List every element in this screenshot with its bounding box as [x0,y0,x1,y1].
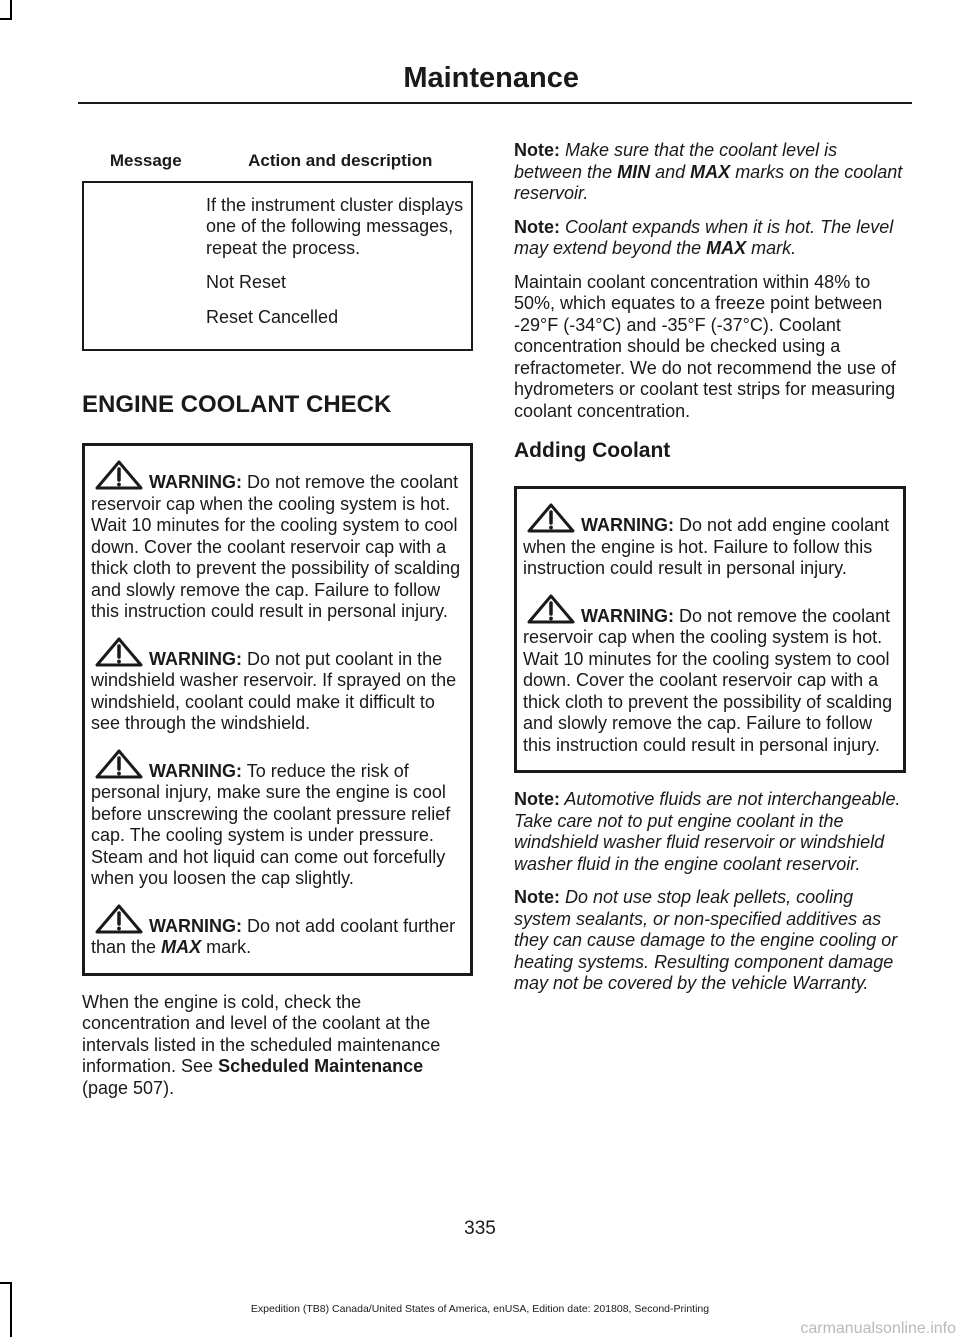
warning-triangle-icon [527,594,575,624]
warning-text: To reduce the risk of personal injury, make sure the engine is cool before unscrewing the coolant pressure relief cap. The cooling system is under pressure. Steam and hot liquid can come out forcefully when you loosen the cap slightly. [91,760,451,888]
note-label: Note: [514,216,560,237]
page-title: Maintenance [403,62,579,94]
body-text: When the engine is cold, check the concentration and level of the coolant at the intervals listed in the scheduled maintenance information. See [82,991,441,1076]
note-text: marks on the coolant reservoir. [514,161,903,203]
table-cell-paragraph: Reset Cancelled [206,306,339,327]
warning-triangle-icon [527,503,575,533]
table-header-message: Message [83,140,209,182]
left-column [82,140,473,1111]
warning-item [91,904,464,959]
footer-edition: Expedition (TB8) Canada/United States of America, enUSA, Edition date: 201808, Second-Printing [250,1303,710,1315]
note-fluids [514,789,906,875]
min-mark: MIN [617,161,651,182]
section-heading-coolant-check: ENGINE COOLANT CHECK [82,391,392,418]
warning-item [523,503,897,580]
warning-text: Do not remove the coolant reservoir cap when the cooling system is hot. Wait 10 minutes for the cooling system to cool down. Cover the coolant reservoir cap with a thick cloth to prevent the possibility of scalding and slowly remove the cap. Failure to follow this instruction could result in personal injury. [91,472,461,621]
table-cell-action [83,182,472,351]
right-column [514,140,906,1007]
note-label: Note: [514,887,560,907]
note-text: Do not use stop leak pellets, cooling system sealants, or non-specified additives as they can cause damage to the engine cooling or heating systems. Resulting component damage may not be covered by the vehicle Warranty. [514,887,898,993]
note-text: Make sure that the coolant level is between the [514,140,838,182]
max-mark: MAX [706,238,747,258]
note-text: mark. [751,238,797,258]
note-coolant-level [514,140,906,205]
warning-label: WARNING: [581,515,674,535]
warning-item [523,594,897,757]
scheduled-maintenance-link[interactable]: Scheduled Maintenance [218,1056,424,1076]
warning-text: Do not remove the coolant reservoir cap when the cooling system is hot. Wait 10 minutes for the cooling system to cool down. Cover the coolant reservoir cap with a thick cloth to prevent the possibility of scalding and slowly remove the cap. Failure to follow this instruction could result in personal injury. [523,605,893,755]
warning-box [82,443,473,976]
table-cell-paragraph: If the instrument cluster displays one of the following messages, repeat the process. [206,194,464,258]
note-label: Note: [514,140,560,160]
warning-triangle-icon [95,460,143,490]
concentration-paragraph: Maintain coolant concentration within 48% to 50%, which equates to a freeze point between -29°F (-34°C) and -35°F (-37°C). Coolant concentration should be checked using a refractometer. We do not recommend the use of hydrometers or coolant test strips for measuring coolant concentration. [514,271,896,421]
warning-item [91,749,464,890]
table-row [83,182,472,351]
note-text: Coolant expands when it is hot. The level may extend beyond the [514,216,894,258]
table-cell-paragraph: Not Reset [206,272,287,292]
warning-label: WARNING: [149,760,242,781]
warning-label: WARNING: [581,605,674,626]
table-header-action: Action and description [209,140,473,182]
page-reference: (page 507). [82,1077,175,1098]
message-table [82,140,473,351]
max-mark: MAX [690,161,731,182]
crop-mark [10,0,12,20]
warning-text: Do not add coolant further than the [91,915,456,957]
warning-text: Do not put coolant in the windshield washer reservoir. If sprayed on the windshield, coolant could make it difficult to see through the windshield. [91,648,457,733]
note-text: Automotive fluids are not interchangeable. Take care not to put engine coolant in the windshield washer fluid reservoir or windshield washer fluid in the engine coolant reservoir. [514,789,901,874]
body-paragraph [82,992,473,1100]
warning-triangle-icon [95,904,143,934]
note-coolant-expands [514,217,906,260]
warning-text: mark. [206,937,252,957]
table-header-row [83,140,472,182]
note-text: and [655,161,686,182]
warning-label: WARNING: [149,915,242,936]
warning-box [514,486,906,773]
warning-item [91,460,464,623]
warning-triangle-icon [95,749,143,779]
page-number: 335 [464,1218,496,1239]
warning-triangle-icon [95,637,143,667]
section-heading-adding-coolant: Adding Coolant [514,439,671,462]
warning-label: WARNING: [149,648,242,669]
note-label: Note: [514,789,560,809]
warning-item [91,637,464,735]
note-stop-leak [514,887,906,995]
crop-mark [0,1282,12,1284]
warning-text: Do not add engine coolant when the engine is hot. Failure to follow this instruction could result in personal injury. [523,515,890,578]
max-mark: MAX [161,937,202,957]
crop-mark [0,18,12,20]
page-header [78,58,912,104]
watermark: carmanualsonline.info [800,1320,956,1337]
warning-label: WARNING: [149,472,242,492]
